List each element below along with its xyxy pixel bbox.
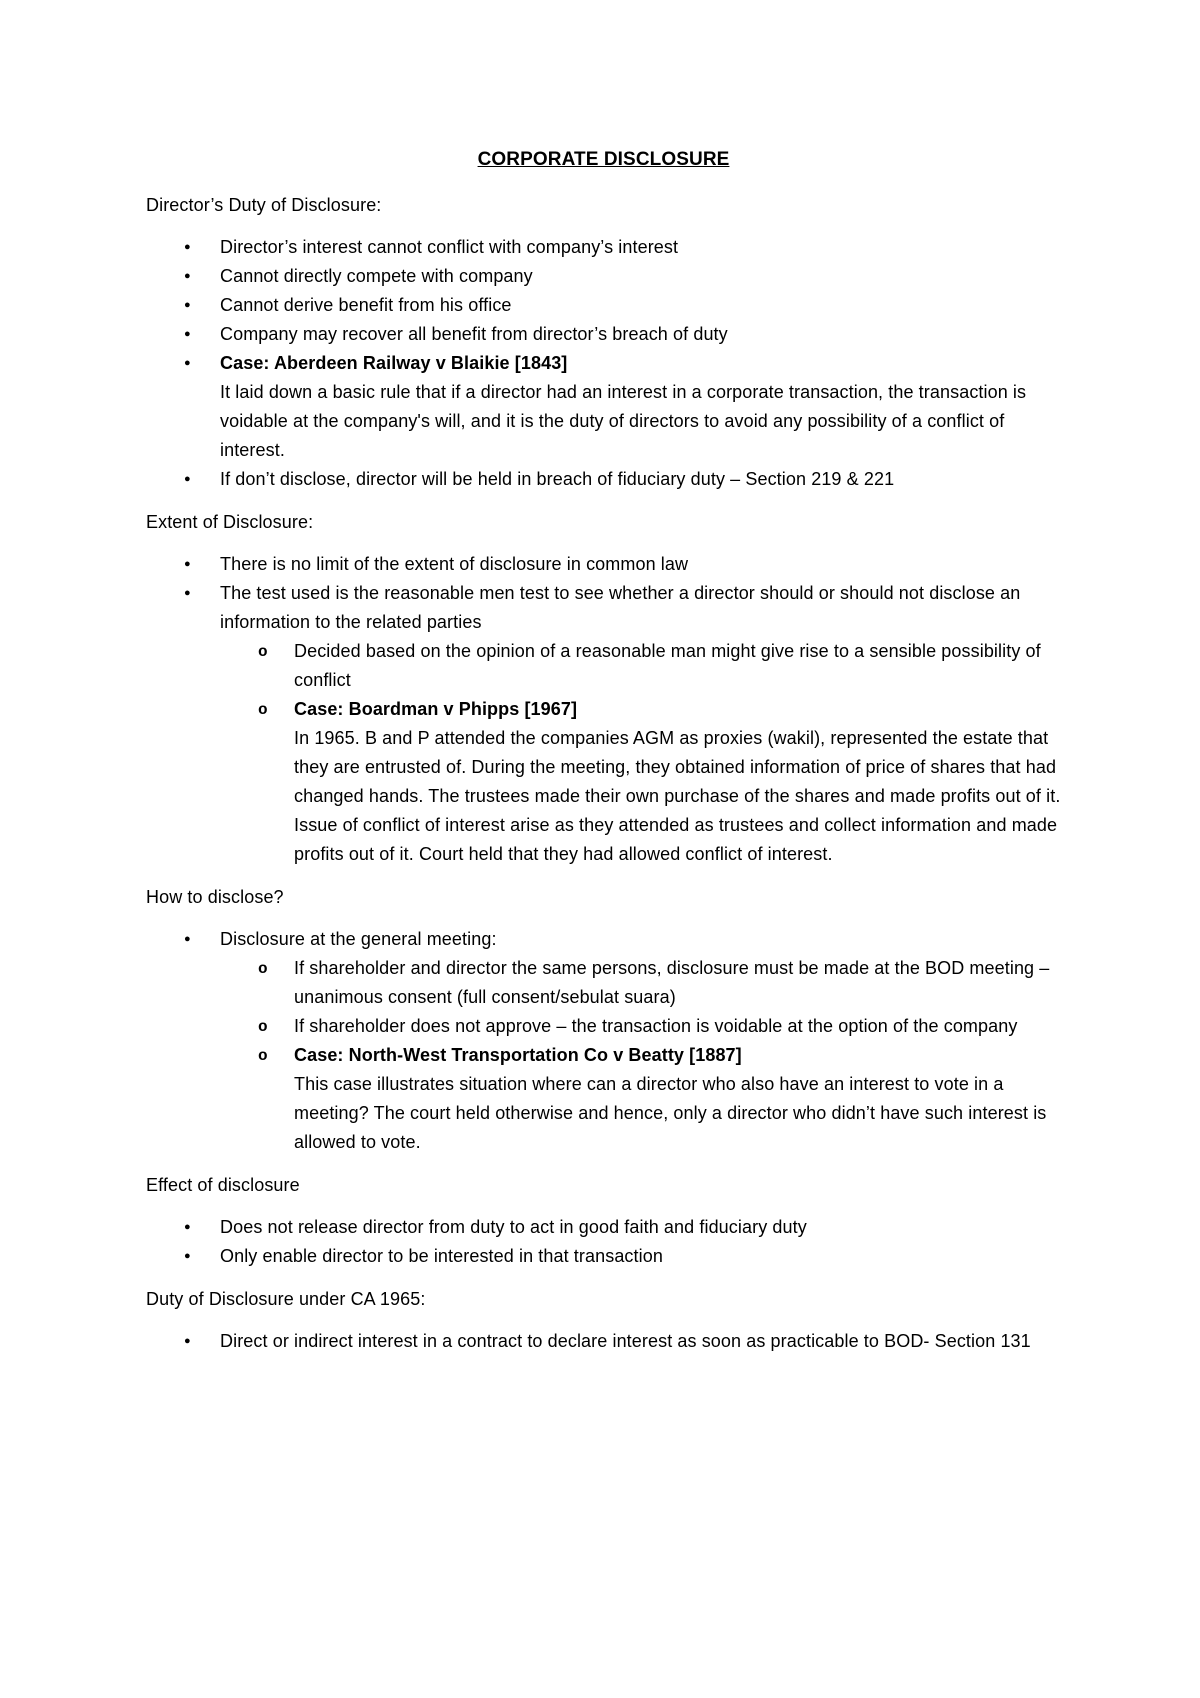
sub-list-item-case [220, 1041, 1061, 1157]
list-item: ● Does not release director from duty to act in good faith and fiduciary duty [146, 1213, 1061, 1242]
section-heading-ca-1965: Duty of Disclosure under CA 1965: [146, 1289, 426, 1309]
bullet-list-directors-duty [146, 233, 1061, 494]
sub-list-how-to-disclose [220, 954, 1061, 1157]
sub-list-item [220, 637, 1061, 695]
sub-bullet-glyph: o [258, 701, 268, 719]
bullet-list-how-to-disclose [146, 925, 1061, 1157]
sub-bullet-glyph: o [258, 1018, 268, 1036]
document-title: CORPORATE DISCLOSURE [477, 149, 730, 170]
sub-list-item [220, 954, 1061, 1012]
sub-bullet-glyph: o [258, 960, 268, 978]
document-page [146, 148, 1061, 1370]
list-item [146, 579, 1061, 869]
list-item-text: The test used is the reasonable men test to see whether a director should or should not disclose an information to the related parties [220, 583, 1021, 632]
case-description-north-west: This case illustrates situation where can a director who also have an interest to vote in a meeting? The court held otherwise and hence, only a director who didn’t have such interest is allowed to vote. [294, 1074, 1047, 1152]
case-title-aberdeen: Case: Aberdeen Railway v Blaikie [1843] [220, 353, 568, 373]
sub-bullet-glyph: o [258, 643, 268, 661]
case-description-boardman: In 1965. B and P attended the companies AGM as proxies (wakil), represented the estate that they are entrusted of. During the meeting, they obtained information of price of shares that had changed hands. The trustees made their own purchase of the shares and made profits out of it. Issue of conflict of interest arise as they attended as trustees and collect information and made profits out of it. Court held that they had allowed conflict of interest. [294, 728, 1061, 864]
list-item: ● Only enable director to be interested in that transaction [146, 1242, 1061, 1271]
list-item: ● If don’t disclose, director will be held in breach of fiduciary duty – Section 219 & 221 [146, 465, 1061, 494]
bullet-list-ca-1965 [146, 1327, 1061, 1356]
sub-list-item-case [220, 695, 1061, 869]
bullet-list-extent [146, 550, 1061, 869]
sub-list-item [220, 1012, 1061, 1041]
sub-list-item-text: If shareholder and director the same persons, disclosure must be made at the BOD meeting – unanimous consent (full consent/sebulat suara) [294, 958, 1050, 1007]
section-heading-how-to-disclose: How to disclose? [146, 887, 284, 907]
sub-list-item-text: If shareholder does not approve – the transaction is voidable at the option of the company [294, 1016, 1018, 1036]
list-item [146, 925, 1061, 1157]
list-item: ● Director’s interest cannot conflict with company’s interest [146, 233, 1061, 262]
list-item: ● Company may recover all benefit from director’s breach of duty [146, 320, 1061, 349]
case-title-boardman: Case: Boardman v Phipps [1967] [294, 699, 578, 719]
sub-list-extent [220, 637, 1061, 869]
sub-bullet-glyph: o [258, 1047, 268, 1065]
sub-list-item-text: Decided based on the opinion of a reasonable man might give rise to a sensible possibility of conflict [294, 641, 1041, 690]
list-item: ● Cannot directly compete with company [146, 262, 1061, 291]
list-item: ● There is no limit of the extent of disclosure in common law [146, 550, 1061, 579]
list-item-text: Disclosure at the general meeting: [220, 929, 497, 949]
list-item-case [146, 349, 1061, 465]
list-item: ● Direct or indirect interest in a contract to declare interest as soon as practicable to BOD- Section 131 [146, 1327, 1061, 1356]
section-heading-effect: Effect of disclosure [146, 1175, 300, 1195]
case-title-north-west: Case: North-West Transportation Co v Beatty [1887] [294, 1045, 742, 1065]
bullet-list-effect [146, 1213, 1061, 1271]
list-item: ● Cannot derive benefit from his office [146, 291, 1061, 320]
case-description-aberdeen: It laid down a basic rule that if a director had an interest in a corporate transaction, the transaction is voidable at the company's will, and it is the duty of directors to avoid any possibility of a conflict of interest. [220, 382, 1027, 460]
section-heading-directors-duty: Director’s Duty of Disclosure: [146, 195, 382, 215]
section-heading-extent: Extent of Disclosure: [146, 512, 314, 532]
